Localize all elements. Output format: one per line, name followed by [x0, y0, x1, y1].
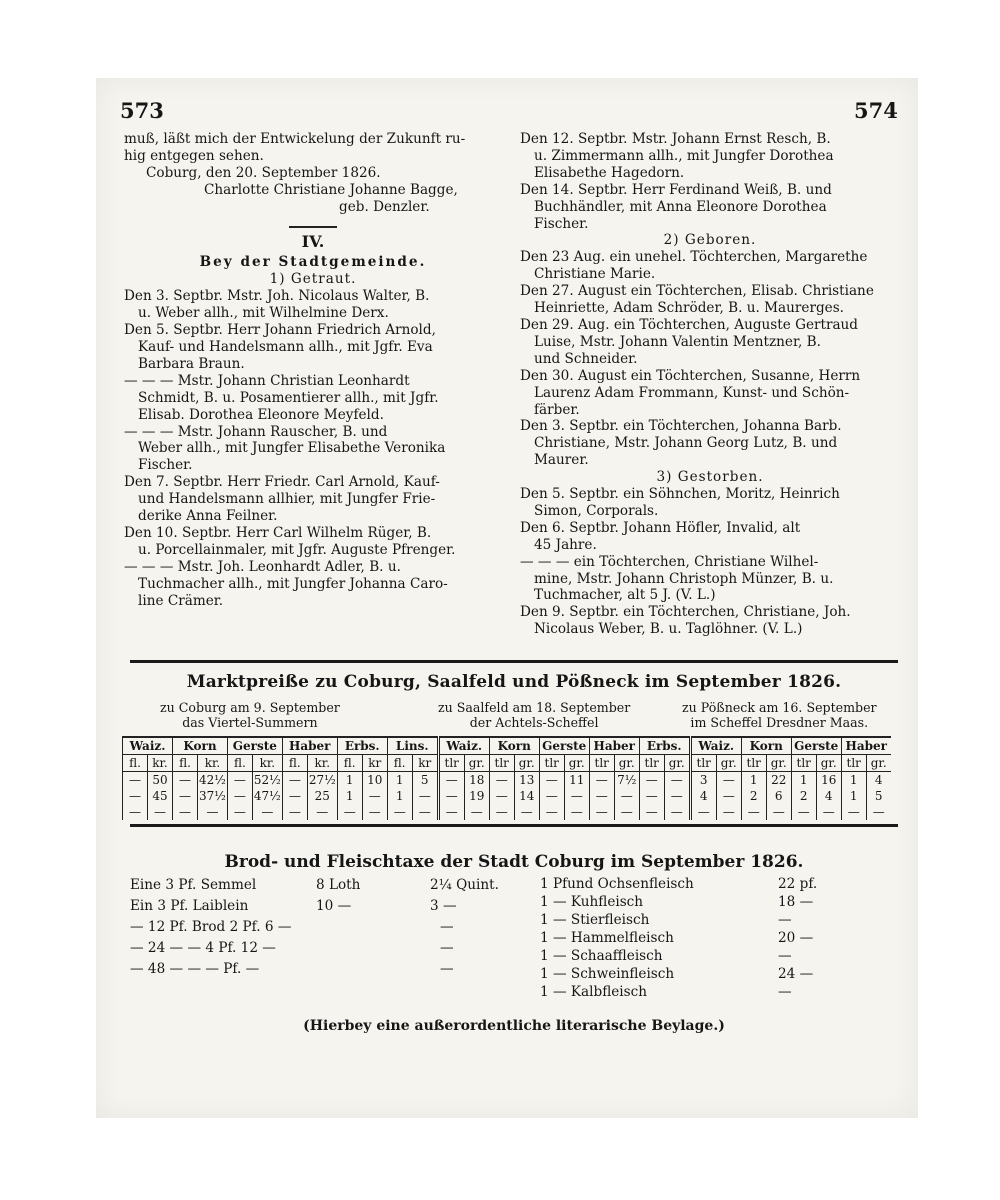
- saalfeld-heading-line: zu Saalfeld am 18. September: [438, 700, 631, 715]
- meat-item: 1 — Schaaffleisch: [540, 948, 663, 964]
- column-header: Korn: [489, 737, 539, 755]
- price-cell: —: [741, 804, 766, 820]
- meat-price: —: [778, 948, 792, 964]
- entry-line: u. Zimmermann allh., mit Jungfer Dorothea: [534, 147, 834, 164]
- entry-line: u. Weber allh., mit Wilhelmine Derx.: [138, 305, 389, 322]
- meat-prices: [778, 875, 817, 1001]
- meat-item: 1 — Kuhfleisch: [540, 894, 644, 910]
- section-title: Bey der Stadtgemeinde.: [199, 254, 427, 271]
- column-header: Erbs.: [337, 737, 387, 755]
- meat-price: 22 pf.: [778, 876, 818, 892]
- unit-cell: tlr: [791, 755, 816, 772]
- price-cell: —: [589, 772, 614, 789]
- column-header: Korn: [741, 737, 791, 755]
- entry-line: Heinriette, Adam Schröder, B. u. Maurerges.: [534, 300, 844, 317]
- bread-weight: 8 Loth: [316, 877, 361, 893]
- saalfeld-heading-line: der Achtels-Scheffel: [469, 715, 599, 730]
- column-header: Lins.: [387, 737, 438, 755]
- unit-cell: gr.: [514, 755, 539, 772]
- bread-item: — 48 — — — Pf. —: [130, 961, 260, 977]
- bread-quint: 2¼ Quint.: [430, 877, 499, 893]
- bread-title: Brod- und Fleischtaxe der Stadt Coburg im September 1826.: [224, 852, 804, 872]
- price-cell: 45: [148, 788, 173, 804]
- entry-line: Simon, Corporals.: [534, 502, 659, 519]
- entry-line: 45 Jahre.: [534, 536, 597, 553]
- unit-cell: gr.: [816, 755, 841, 772]
- column-header: Waiz.: [438, 737, 489, 755]
- price-cell: 4: [690, 788, 716, 804]
- unit-cell: tlr: [489, 755, 514, 772]
- price-cell: 11: [564, 772, 589, 789]
- entry-line: Kauf- und Handelsmann allh., mit Jgfr. Eva: [138, 338, 433, 355]
- entry-line: Schmidt, B. u. Posamentierer allh., mit Jgfr.: [138, 389, 439, 406]
- price-cell: —: [438, 788, 464, 804]
- column-header: Korn: [173, 737, 228, 755]
- market-price-table: [122, 736, 891, 820]
- entry-line: Den 10. Septbr. Herr Carl Wilhelm Rüger, B.: [124, 524, 432, 541]
- price-cell: 5: [412, 772, 438, 789]
- bread-quint: —: [440, 961, 454, 977]
- entry-line: line Crämer.: [138, 592, 224, 609]
- price-cell: —: [282, 804, 307, 820]
- entry-line: Buchhändler, mit Anna Eleonore Dorothea: [534, 198, 827, 215]
- entry-line: Nicolaus Weber, B. u. Taglöhner. (V. L.): [534, 621, 803, 638]
- unit-cell: kr: [362, 755, 387, 772]
- price-cell: —: [539, 788, 564, 804]
- price-cell: 10: [362, 772, 387, 789]
- price-cell: —: [412, 788, 438, 804]
- bread-item: — 12 Pf. Brod 2 Pf. 6 —: [130, 919, 292, 935]
- entry-line: Den 5. Septbr. ein Söhnchen, Moritz, Heinrich: [520, 486, 840, 503]
- divider: [289, 226, 337, 228]
- page-number-left: 573: [120, 98, 164, 123]
- entry-line: Fischer.: [534, 215, 589, 232]
- page-number-right: 574: [854, 98, 898, 123]
- poessneck-heading-line: im Scheffel Dresdner Maas.: [690, 715, 869, 730]
- entry-line: mine, Mstr. Johann Christoph Münzer, B. u.: [534, 570, 834, 587]
- market-header-row: [123, 737, 891, 755]
- entry-line: Christiane Marie.: [534, 266, 656, 283]
- price-cell: —: [227, 804, 252, 820]
- price-cell: —: [639, 772, 664, 789]
- entry-line: Laurenz Adam Frommann, Kunst- und Schön-: [534, 384, 850, 401]
- unit-cell: gr.: [614, 755, 639, 772]
- price-cell: —: [412, 804, 438, 820]
- price-cell: 2: [791, 788, 816, 804]
- price-cell: —: [148, 804, 173, 820]
- market-unit-row: [123, 755, 891, 772]
- signature-line: geb. Denzler.: [339, 198, 430, 215]
- entry-line: — — — Mstr. Joh. Leonhardt Adler, B. u.: [124, 558, 401, 575]
- meat-price: —: [778, 984, 792, 1000]
- unit-cell: tlr: [639, 755, 664, 772]
- unit-cell: tlr: [741, 755, 766, 772]
- price-cell: —: [664, 804, 690, 820]
- unit-cell: kr.: [148, 755, 173, 772]
- price-cell: —: [589, 788, 614, 804]
- column-header: Gerste: [791, 737, 841, 755]
- price-cell: 50: [148, 772, 173, 789]
- price-cell: —: [489, 788, 514, 804]
- date-line: Coburg, den 20. September 1826.: [146, 164, 381, 181]
- price-cell: —: [664, 772, 690, 789]
- price-cell: 37½: [199, 789, 226, 803]
- market-title: Marktpreiße zu Coburg, Saalfeld und Pößneck im September 1826.: [186, 672, 842, 692]
- unit-cell: tlr: [438, 755, 464, 772]
- unit-cell: fl.: [282, 755, 307, 772]
- meat-price: —: [778, 912, 792, 928]
- price-cell: 4: [866, 772, 891, 789]
- price-cell: —: [664, 788, 690, 804]
- price-cell: —: [387, 804, 412, 820]
- price-cell: —: [227, 788, 252, 804]
- entry-line: Den 27. August ein Töchterchen, Elisab. Christiane: [520, 283, 874, 300]
- unit-cell: tlr: [589, 755, 614, 772]
- coburg-heading-line: das Viertel-Summern: [182, 715, 318, 730]
- text-line: hig entgegen sehen.: [124, 147, 264, 164]
- signature-line: Charlotte Christiane Johanne Bagge,: [204, 181, 458, 198]
- bread-quint: —: [440, 940, 454, 956]
- unit-cell: fl.: [173, 755, 198, 772]
- entry-line: Maurer.: [534, 452, 589, 469]
- unit-cell: kr.: [252, 755, 282, 772]
- coburg-heading: [160, 700, 340, 730]
- entry-line: — — — ein Töchterchen, Christiane Wilhel-: [520, 553, 819, 570]
- meat-item: 1 — Kalbfleisch: [540, 984, 647, 1000]
- entry-line: Den 23 Aug. ein unehel. Töchterchen, Margarethe: [520, 249, 868, 266]
- rule-table-bottom: [130, 824, 898, 827]
- price-cell: 1: [387, 772, 412, 789]
- price-cell: 25: [307, 788, 337, 804]
- unit-cell: gr.: [866, 755, 891, 772]
- price-cell: 4: [816, 788, 841, 804]
- price-cell: 1: [387, 788, 412, 804]
- price-cell: 6: [766, 788, 791, 804]
- died-title: 3) Gestorben.: [656, 469, 764, 486]
- price-cell: —: [539, 772, 564, 789]
- entry-line: Weber allh., mit Jungfer Elisabethe Veronika: [138, 440, 446, 457]
- table-row: [123, 772, 891, 789]
- price-cell: —: [464, 804, 489, 820]
- entry-line: Den 3. Septbr. Mstr. Joh. Nicolaus Walter, B.: [124, 288, 430, 305]
- unit-cell: tlr: [690, 755, 716, 772]
- price-cell: —: [716, 788, 741, 804]
- column-header: Haber: [589, 737, 639, 755]
- price-cell: 2: [741, 788, 766, 804]
- unit-cell: tlr: [539, 755, 564, 772]
- entry-line: Den 12. Septbr. Mstr. Johann Ernst Resch, B.: [520, 131, 831, 147]
- entry-line: Den 7. Septbr. Herr Friedr. Carl Arnold, Kauf-: [124, 474, 440, 491]
- entry-line: Den 3. Septbr. ein Töchterchen, Johanna Barb.: [520, 418, 842, 435]
- price-cell: 7½: [614, 772, 639, 789]
- poessneck-heading-line: zu Pößneck am 16. September: [682, 700, 877, 715]
- price-cell: 1: [741, 772, 766, 789]
- price-cell: —: [227, 772, 252, 789]
- column-header: Waiz.: [690, 737, 741, 755]
- meat-names: [540, 875, 694, 1001]
- price-cell: —: [123, 788, 148, 804]
- price-cell: —: [173, 772, 198, 789]
- price-cell: —: [307, 804, 337, 820]
- unit-cell: gr.: [564, 755, 589, 772]
- entry-line: — — — Mstr. Johann Christian Leonhardt: [124, 372, 410, 389]
- bread-left-quint: [430, 875, 499, 980]
- entry-line: — — — Mstr. Johann Rauscher, B. und: [124, 423, 388, 440]
- unit-cell: fl.: [123, 755, 148, 772]
- entry-line: Tuchmacher, alt 5 J. (V. L.): [534, 587, 716, 604]
- price-cell: —: [173, 788, 198, 804]
- price-cell: —: [362, 788, 387, 804]
- coburg-heading-line: zu Coburg am 9. September: [160, 700, 340, 715]
- entry-line: Fischer.: [138, 457, 193, 474]
- bread-item: Eine 3 Pf. Semmel: [130, 877, 257, 893]
- price-cell: —: [123, 804, 148, 820]
- bread-item: — 24 — — 4 Pf. 12 —: [130, 940, 276, 956]
- entry-line: u. Porcellainmaler, mit Jgfr. Auguste Pfrenger.: [138, 541, 456, 558]
- price-cell: —: [614, 788, 639, 804]
- price-cell: 18: [464, 772, 489, 789]
- price-cell: —: [489, 772, 514, 789]
- price-cell: —: [438, 804, 464, 820]
- entry-line: Barbara Braun.: [138, 355, 245, 372]
- column-header: Haber: [841, 737, 891, 755]
- unit-cell: gr.: [664, 755, 690, 772]
- entry-line: Christiane, Mstr. Johann Georg Lutz, B. und: [534, 435, 838, 452]
- entry-line: Den 14. Septbr. Herr Ferdinand Weiß, B. und: [520, 181, 832, 198]
- price-cell: —: [791, 804, 816, 820]
- price-cell: —: [841, 804, 866, 820]
- entry-line: Luise, Mstr. Johann Valentin Mentzner, B.: [534, 333, 821, 350]
- price-cell: —: [766, 804, 791, 820]
- bread-left-loth: [316, 875, 360, 917]
- price-cell: —: [639, 804, 664, 820]
- entry-line: Den 9. Septbr. ein Töchterchen, Christiane, Joh.: [520, 604, 851, 621]
- column-header: Gerste: [227, 737, 282, 755]
- text-line: muß, läßt mich der Entwickelung der Zukunft ru-: [124, 131, 466, 147]
- unit-cell: kr.: [307, 755, 337, 772]
- price-cell: —: [198, 804, 228, 820]
- column-header: Haber: [282, 737, 337, 755]
- entry-line: und Schneider.: [534, 350, 638, 367]
- price-cell: 47½: [253, 789, 281, 803]
- price-cell: —: [123, 772, 148, 789]
- entry-line: färber.: [534, 401, 580, 418]
- column-header: Gerste: [539, 737, 589, 755]
- bread-left-names: [130, 875, 291, 980]
- price-cell: —: [614, 804, 639, 820]
- price-cell: 19: [464, 788, 489, 804]
- price-cell: 42½: [199, 773, 226, 787]
- meat-price: 20 —: [778, 930, 814, 946]
- unit-cell: fl.: [387, 755, 412, 772]
- meat-item: 1 Pfund Ochsenfleisch: [540, 876, 694, 892]
- price-cell: 14: [514, 788, 539, 804]
- price-cell: 16: [816, 772, 841, 789]
- price-cell: —: [282, 788, 307, 804]
- price-cell: —: [282, 772, 307, 789]
- price-cell: 1: [337, 788, 362, 804]
- price-cell: —: [514, 804, 539, 820]
- bread-quint: —: [440, 919, 454, 935]
- entry-line: Den 6. Septbr. Johann Höfler, Invalid, alt: [520, 519, 801, 536]
- meat-item: 1 — Stierfleisch: [540, 912, 650, 928]
- price-cell: —: [362, 804, 387, 820]
- bread-weight: 10 —: [316, 898, 352, 914]
- price-cell: —: [716, 804, 741, 820]
- price-cell: —: [564, 804, 589, 820]
- price-cell: 13: [514, 772, 539, 789]
- price-cell: 5: [866, 788, 891, 804]
- price-cell: —: [539, 804, 564, 820]
- price-cell: 22: [766, 772, 791, 789]
- column-header: Waiz.: [123, 737, 173, 755]
- price-cell: 1: [337, 772, 362, 789]
- price-cell: —: [690, 804, 716, 820]
- table-row: [123, 804, 891, 820]
- price-cell: —: [564, 788, 589, 804]
- rule-top: [130, 660, 898, 663]
- born-title: 2) Geboren.: [663, 232, 757, 249]
- meat-price: 24 —: [778, 966, 814, 982]
- entry-line: Den 5. Septbr. Herr Johann Friedrich Arnold,: [124, 322, 436, 339]
- price-cell: 27½: [308, 773, 336, 787]
- meat-item: 1 — Hammelfleisch: [540, 930, 674, 946]
- poessneck-heading: [682, 700, 877, 730]
- entry-line: derike Anna Feilner.: [138, 508, 278, 525]
- price-cell: —: [252, 804, 282, 820]
- price-cell: —: [589, 804, 614, 820]
- unit-cell: gr.: [766, 755, 791, 772]
- price-cell: —: [438, 772, 464, 789]
- entry-line: Elisab. Dorothea Eleonore Meyfeld.: [138, 406, 384, 423]
- footer-note: (Hierbey eine außerordentliche literarische Beylage.): [303, 1018, 725, 1034]
- bread-item: Ein 3 Pf. Laiblein: [130, 898, 249, 914]
- price-cell: 3: [690, 772, 716, 789]
- subsection-title: 1) Getraut.: [269, 271, 357, 288]
- price-cell: —: [173, 804, 198, 820]
- saalfeld-heading: [438, 700, 630, 730]
- entry-line: Den 30. August ein Töchterchen, Susanne, Herrn: [520, 367, 861, 384]
- price-cell: —: [716, 772, 741, 789]
- unit-cell: gr.: [464, 755, 489, 772]
- entry-line: Tuchmacher allh., mit Jungfer Johanna Caro-: [138, 575, 448, 592]
- price-cell: —: [866, 804, 891, 820]
- price-cell: 1: [841, 772, 866, 789]
- price-cell: —: [489, 804, 514, 820]
- price-cell: —: [816, 804, 841, 820]
- unit-cell: kr: [412, 755, 438, 772]
- entry-line: und Handelsmann allhier, mit Jungfer Frie-: [138, 491, 436, 508]
- meat-price: 18 —: [778, 894, 814, 910]
- unit-cell: kr.: [198, 755, 228, 772]
- price-cell: 1: [791, 772, 816, 789]
- price-cell: —: [337, 804, 362, 820]
- unit-cell: fl.: [337, 755, 362, 772]
- unit-cell: gr.: [716, 755, 741, 772]
- bread-quint: 3 —: [430, 898, 457, 914]
- price-cell: 1: [841, 788, 866, 804]
- right-column: [520, 131, 900, 638]
- unit-cell: fl.: [227, 755, 252, 772]
- unit-cell: tlr: [841, 755, 866, 772]
- table-row: [123, 788, 891, 804]
- meat-item: 1 — Schweinfleisch: [540, 966, 675, 982]
- left-column: [124, 131, 502, 609]
- column-header: Erbs.: [639, 737, 690, 755]
- price-cell: —: [639, 788, 664, 804]
- price-cell: 52½: [253, 773, 281, 787]
- section-number: IV.: [301, 233, 325, 251]
- entry-line: Elisabethe Hagedorn.: [534, 164, 685, 181]
- entry-line: Den 29. Aug. ein Töchterchen, Auguste Gertraud: [520, 316, 859, 333]
